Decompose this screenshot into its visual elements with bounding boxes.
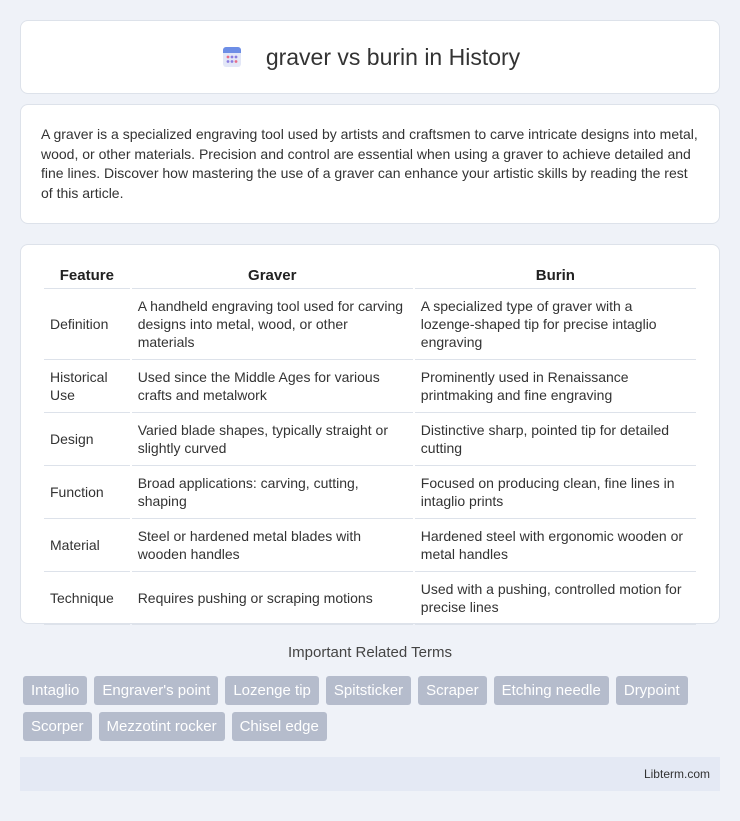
related-term-tag[interactable]: Engraver's point [94, 676, 218, 705]
graver-cell: Used since the Middle Ages for various crafts and metalwork [132, 360, 413, 413]
related-term-tag[interactable]: Chisel edge [232, 712, 327, 741]
burin-cell: Focused on producing clean, fine lines in intaglio prints [415, 466, 696, 519]
header-card [20, 20, 720, 94]
table-row [44, 413, 696, 466]
related-term-tag[interactable]: Drypoint [616, 676, 688, 705]
table-row [44, 289, 696, 360]
header-graver: Graver [132, 265, 413, 289]
burin-cell: Distinctive sharp, pointed tip for detailed cutting [415, 413, 696, 466]
table-row [44, 466, 696, 519]
feature-cell: Function [44, 466, 130, 519]
table-row [44, 519, 696, 572]
feature-cell: Historical Use [44, 360, 130, 413]
related-term-tag[interactable]: Scorper [23, 712, 92, 741]
table-row [44, 572, 696, 625]
feature-cell: Material [44, 519, 130, 572]
related-term-tag[interactable]: Spitsticker [326, 676, 411, 705]
table-header-row [44, 265, 696, 289]
feature-cell: Definition [44, 289, 130, 360]
graver-cell: Requires pushing or scraping motions [132, 572, 413, 625]
intro-text: A graver is a specialized engraving tool used by artists and craftsmen to carve intricate designs into metal, wood, or other materials. Precision and control are essential when using a graver to achieve detailed and fine lines. Discover how mastering the use of a graver can enhance your artistic skills by reading the rest of this article. [41, 126, 698, 201]
burin-cell: Hardened steel with ergonomic wooden or metal handles [415, 519, 696, 572]
footer-site-link[interactable]: Libterm.com [643, 767, 710, 781]
comparison-card [20, 244, 720, 624]
related-terms-title: Important Related Terms [288, 644, 452, 661]
graver-cell: Broad applications: carving, cutting, shaping [132, 466, 413, 519]
graver-cell: A handheld engraving tool used for carving designs into metal, wood, or other materials [132, 289, 413, 360]
related-term-tag[interactable]: Intaglio [23, 676, 87, 705]
footer [20, 757, 720, 791]
related-term-tag[interactable]: Lozenge tip [225, 676, 319, 705]
related-terms-list [23, 676, 723, 741]
burin-cell: Prominently used in Renaissance printmaking and fine engraving [415, 360, 696, 413]
graver-cell: Varied blade shapes, typically straight or slightly curved [132, 413, 413, 466]
related-term-tag[interactable]: Scraper [418, 676, 487, 705]
page-title: graver vs burin in History [265, 43, 521, 70]
intro-card [20, 104, 720, 224]
feature-cell: Design [44, 413, 130, 466]
calculator-icon [220, 45, 244, 69]
related-term-tag[interactable]: Etching needle [494, 676, 609, 705]
graver-cell: Steel or hardened metal blades with wooden handles [132, 519, 413, 572]
burin-cell: A specialized type of graver with a lozenge-shaped tip for precise intaglio engraving [415, 289, 696, 360]
table-row [44, 360, 696, 413]
feature-cell: Technique [44, 572, 130, 625]
related-term-tag[interactable]: Mezzotint rocker [99, 712, 225, 741]
burin-cell: Used with a pushing, controlled motion for precise lines [415, 572, 696, 625]
header-feature: Feature [44, 265, 130, 289]
comparison-table [42, 265, 698, 625]
header-burin: Burin [415, 265, 696, 289]
